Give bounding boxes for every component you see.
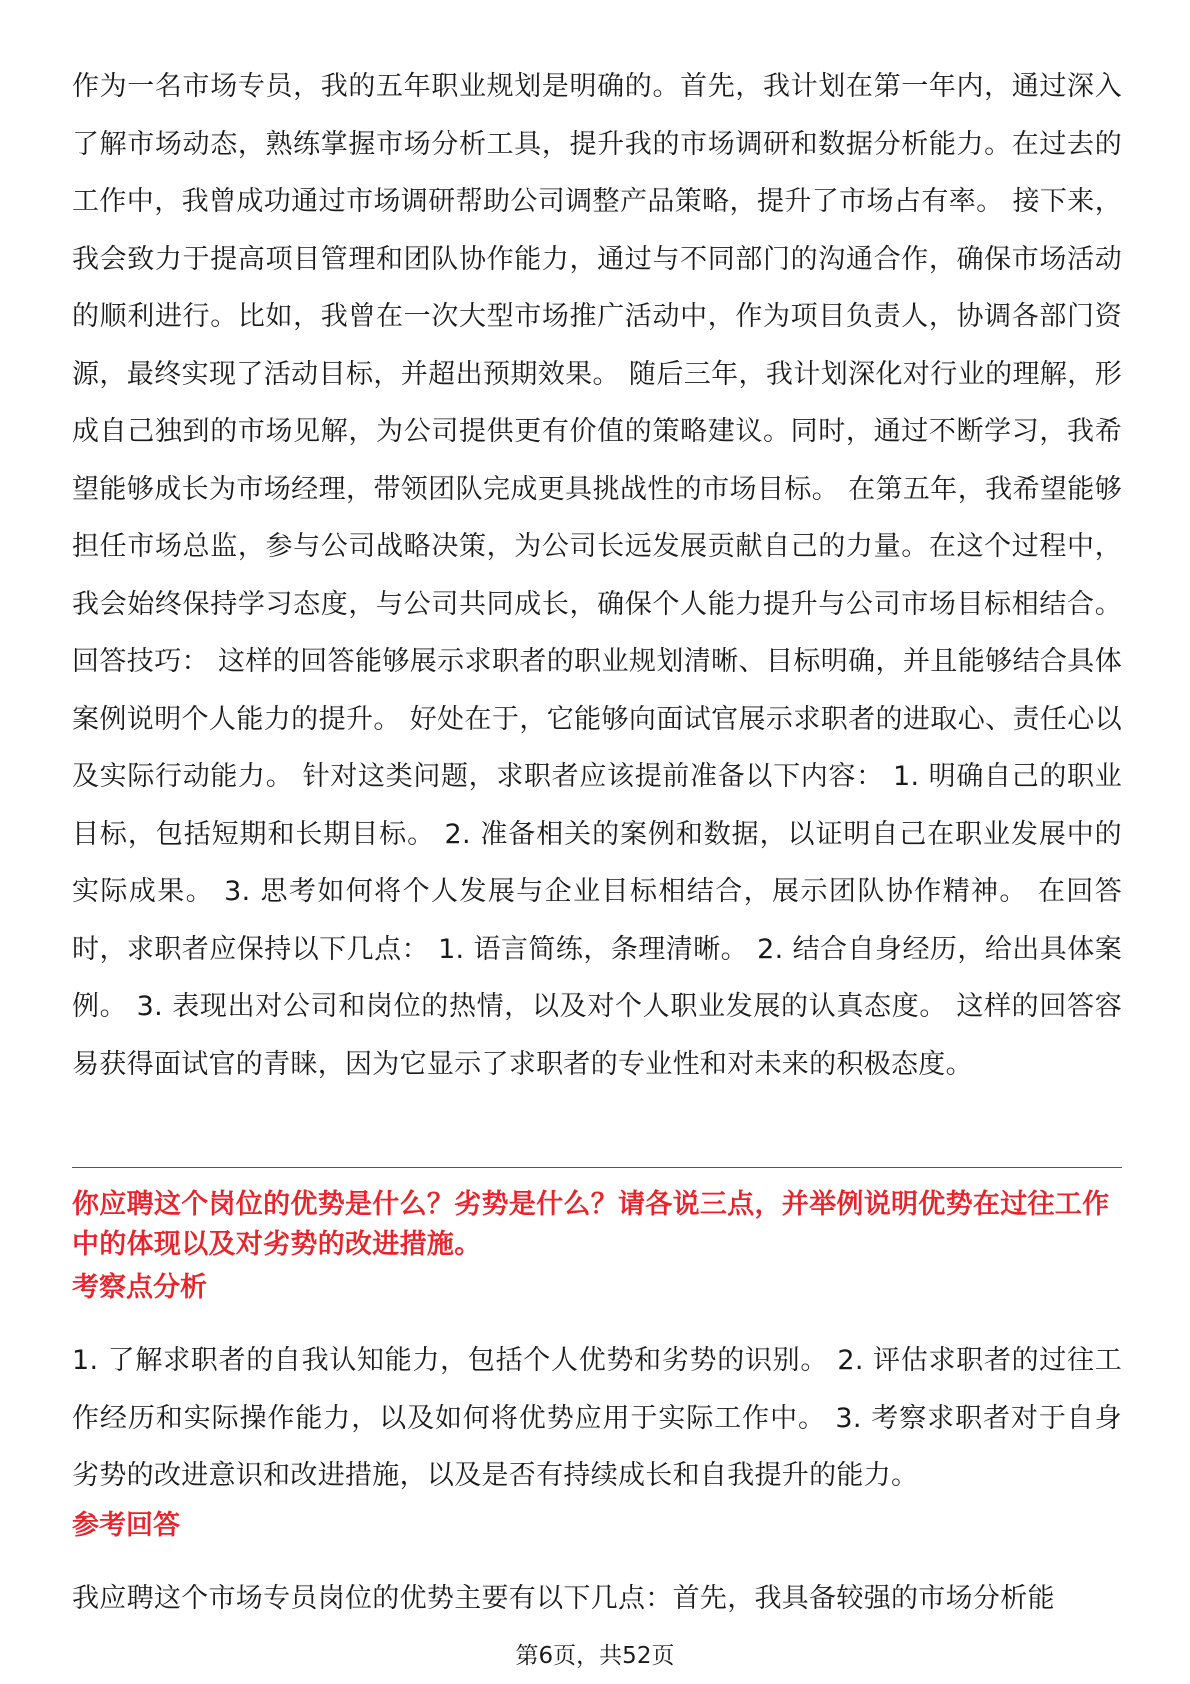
analysis-text: 1. 了解求职者的自我认知能力，包括个人优势和劣势的识别。 2. 评估求职者的过往工作经历和实际操作能力，以及如何将优势应用于实际工作中。 3. 考察求职者对于自身劣势的改进意识和改进措施，以及是否有持续成长和自我提升的能力。	[72, 1345, 1122, 1491]
body-paragraph: 作为一名市场专员，我的五年职业规划是明确的。首先，我计划在第一年内，通过深入了解市场动态，熟练掌握市场分析工具，提升我的市场调研和数据分析能力。在过去的工作中，我曾成功通过市场调研帮助公司调整产品策略，提升了市场占有率。 接下来，我会致力于提高项目管理和团队协作能力，通过与不同部门的沟通合作，确保市场活动的顺利进行。比如，我曾在一次大型市场推广活动中，作为项目负责人，协调各部门资源，最终实现了活动目标，并超出预期效果。 随后三年，我计划深化对行业的理解，形成自己独到的市场见解，为公司提供更有价值的策略建议。同时，通过不断学习，我希望能够成长为市场经理，带领团队完成更具挑战性的市场目标。 在第五年，我希望能够担任市场总监，参与公司战略决策，为公司长远发展贡献自己的力量。在这个过程中，我会始终保持学习态度，与公司共同成长，确保个人能力提升与公司市场目标相结合。 回答技巧： 这样的回答能够展示求职者的职业规划清晰、目标明确，并且能够结合具体案例说明个人能力的提升。 好处在于，它能够向面试官展示求职者的进取心、责任心以及实际行动能力。 针对这类问题，求职者应该提前准备以下内容： 1. 明确自己的职业目标，包括短期和长期目标。 2. 准备相关的案例和数据，以证明自己在职业发展中的实际成果。 3. 思考如何将个人发展与企业目标相结合，展示团队协作精神。 在回答时，求职者应保持以下几点： 1. 语言简练，条理清晰。 2. 结合自身经历，给出具体案例。 3. 表现出对公司和岗位的热情，以及对个人职业发展的认真态度。 这样的回答容易获得面试官的青睐，因为它显示了求职者的专业性和对未来的积极态度。	[72, 71, 1122, 1080]
analysis-section	[72, 1332, 1122, 1505]
answer-text: 我应聘这个市场专员岗位的优势主要有以下几点：首先，我具备较强的市场分析能	[72, 1583, 1055, 1614]
question-heading: 你应聘这个岗位的优势是什么？劣势是什么？请各说三点，并举例说明优势在过往工作中的体现以及对劣势的改进措施。	[72, 1189, 1110, 1260]
section-divider	[72, 1167, 1122, 1168]
answer-section	[72, 1570, 1122, 1628]
analysis-heading: 考察点分析	[72, 1272, 207, 1303]
page-number: 第6页，共52页	[515, 1643, 675, 1669]
answer-heading: 参考回答	[72, 1510, 180, 1541]
document-body	[72, 58, 1122, 1093]
